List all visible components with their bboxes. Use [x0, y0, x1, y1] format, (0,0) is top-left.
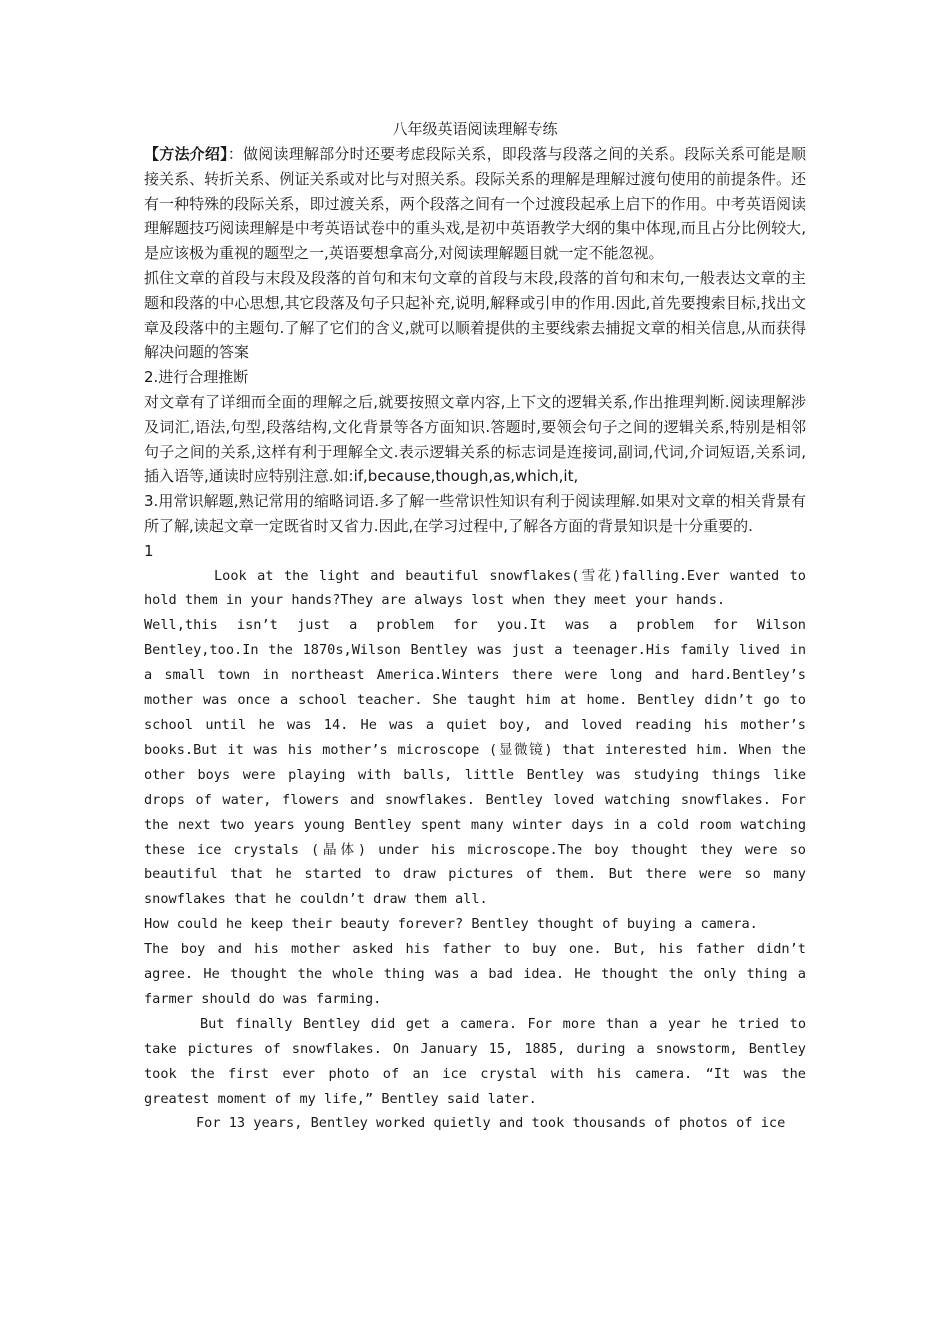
document-page	[144, 118, 806, 1136]
tip-3-paragraph: 3.用常识解题,熟记常用的缩略词语.多了解一些常识性知识有利于阅读理解.如果对文章的相关背景有所了解,读起文章一定既省时又省力.因此,在学习过程中,了解各方面的背景知识是十分重要的.	[144, 492, 806, 535]
tip-1-paragraph: 抓住文章的首段与末段及段落的首句和末句文章的首段与末段,段落的首句和末句,一般表达文章的主题和段落的中心思想,其它段落及句子只起补充,说明,解释或引申的作用.因此,首先要搜索目标,找出文章及段落中的主题句.了解了它们的含义,就可以顺着提供的主要线索去捕捉文章的相关信息,从而获得解决问题的答案	[144, 268, 806, 362]
passage-body	[144, 564, 806, 1137]
tip-2-heading: 2.进行合理推断	[144, 368, 249, 387]
passage-paragraph: For 13 years, Bentley worked quietly and took thousands of photos of ice	[196, 1115, 786, 1132]
method-intro-paragraph	[144, 142, 806, 266]
passage-paragraph: Look at the light and beautiful snowflakes(雪花)falling.Ever wanted to hold them in your hands?They are always lost when they meet your hands.	[144, 567, 806, 609]
passage-paragraph: The boy and his mother asked his father to buy one. But, his father didn’t agree. He thought the whole thing was a bad idea. He thought the only thing a farmer should do was farming.	[144, 941, 806, 1007]
tip-2-paragraph: 对文章有了详细而全面的理解之后,就要按照文章内容,上下文的逻辑关系,作出推理判断.阅读理解涉及词汇,语法,句型,段落结构,文化背景等各方面知识.答题时,要领会句子之间的逻辑关系,特别是相邻句子之间的关系,这样有利于理解全文.表示逻辑关系的标志词是连接词,副词,代词,介词短语,关系词,插入语等,通读时应特别注意.如:if,because,though,as,which,it,	[144, 392, 806, 486]
passage-paragraph: Well,this isn’t just a problem for you.It was a problem for Wilson Bentley,too.In the 1870s,Wilson Bentley was just a teenager.His family lived in a small town in northeast America.Winters there were long and hard.Bentley’s mother was once a school teacher. She taught him at home. Bentley didn’t go to school until he was 14. He was a quiet boy, and loved reading his mother’s books.But it was his mother’s microscope (显微镜) that interested him. When the other boys were playing with balls, little Bentley was studying things like drops of water, flowers and snowflakes. Bentley loved watching snowflakes. For the next two years young Bentley spent many winter days in a cold room watching these ice crystals (晶体) under his microscope.The boy thought they were so beautiful that he started to draw pictures of them. But there were so many snowflakes that he couldn’t draw them all.	[144, 617, 806, 908]
passage-number: 1	[144, 541, 154, 560]
document-title: 八年级英语阅读理解专练	[392, 120, 558, 138]
method-intro-text: ：做阅读理解部分时还要考虑段际关系，即段落与段落之间的关系。段际关系可能是顺接关系、转折关系、例证关系或对比与对照关系。段际关系的理解是理解过渡句使用的前提条件。还有一种特殊的段际关系，即过渡关系，两个段落之间有一个过渡段起承上启下的作用。中考英语阅读理解题技巧阅读理解是中考英语试卷中的重头戏,是初中英语教学大纲的集中体现,而且占分比例较大,是应该极为重视的题型之一,英语要想拿高分,对阅读理解题目就一定不能忽视。	[144, 145, 806, 263]
method-intro-label: 【方法介绍】	[144, 145, 228, 163]
passage-paragraph: How could he keep their beauty forever? Bentley thought of buying a camera.	[144, 916, 758, 933]
passage-paragraph: But finally Bentley did get a camera. For more than a year he tried to take pictures of snowflakes. On January 15, 1885, during a snowstorm, Bentley took the first ever photo of an ice crystal with his camera. “It was the greatest moment of my life,” Bentley said later.	[144, 1015, 806, 1107]
